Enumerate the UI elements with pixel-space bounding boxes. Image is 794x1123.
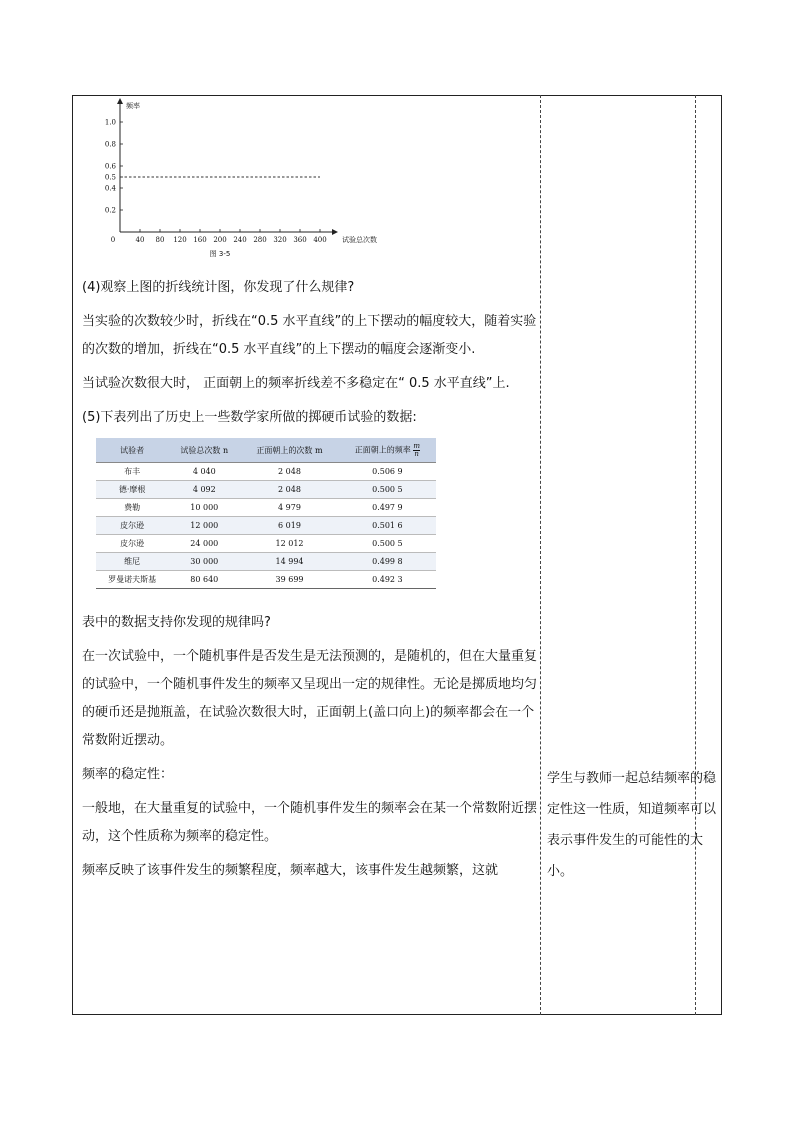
cell-total-trials: 30 000 — [168, 553, 240, 571]
column-divider — [540, 95, 541, 1015]
header-heads-frequency-label: 正面朝上的频率 — [354, 445, 411, 454]
table-bottom-border — [72, 1014, 722, 1015]
y-tick-label: 1.0 — [104, 118, 116, 127]
x-tick-label: 240 — [233, 236, 247, 244]
lesson-table — [72, 95, 722, 1015]
cell-heads-count: 14 994 — [240, 553, 339, 571]
cell-heads-frequency: 0.501 6 — [339, 517, 436, 535]
cell-heads-frequency: 0.499 8 — [339, 553, 436, 571]
x-tick-label: 120 — [173, 236, 187, 244]
cell-total-trials: 24 000 — [168, 535, 240, 553]
origin-label: 0 — [110, 236, 116, 244]
x-tick-label: 360 — [293, 236, 307, 244]
question-4: (4)观察上图的折线统计图，你发现了什么规律? — [82, 280, 355, 295]
y-tick-label: 0.6 — [104, 162, 116, 171]
cell-heads-frequency: 0.492 3 — [339, 571, 436, 589]
coin-toss-table — [96, 438, 436, 589]
cell-experimenter: 罗曼诺夫斯基 — [96, 571, 168, 589]
answer-paragraph-3: 在一次试验中，一个随机事件是否发生是无法预测的，是随机的，但在大量重复的试验中，一个随机事件发生的频率又呈现出一定的规律性。无论是掷质地均匀的硬币还是抛瓶盖，在试验次数很大时，正面朝上(盖口向上)的频率都会在一个常数附近摆动。 — [82, 649, 538, 748]
cell-heads-count: 2 048 — [240, 463, 339, 481]
cell-heads-frequency: 0.506 9 — [339, 463, 436, 481]
cell-experimenter: 皮尔逊 — [96, 517, 168, 535]
cell-heads-count: 12 012 — [240, 535, 339, 553]
figure-caption: 图 3-5 — [209, 250, 231, 258]
side-column — [547, 95, 717, 887]
answer-paragraph-2: 当试验次数很大时， 正面朝上的频率折线差不多稳定在“ 0.5 水平直线”上. — [82, 376, 510, 391]
table-row — [96, 535, 436, 553]
definition-body: 一般地，在大量重复的试验中，一个随机事件发生的频率会在某一个常数附近摆动，这个性质称为频率的稳定性。 — [82, 801, 538, 844]
x-axis-label: 试验总次数 — [342, 236, 377, 244]
table-row — [96, 553, 436, 571]
header-experimenter: 试验者 — [96, 438, 168, 463]
answer-paragraph-1: 当实验的次数较少时，折线在“0.5 水平直线”的上下摆动的幅度较大，随着实验的次数的增加，折线在“0.5 水平直线”的上下摆动的幅度会逐渐变小. — [82, 314, 537, 357]
cell-heads-count: 2 048 — [240, 481, 339, 499]
table-row — [96, 571, 436, 589]
table-row — [96, 499, 436, 517]
x-axis-arrow-icon — [332, 229, 338, 235]
main-column — [82, 95, 537, 885]
header-total-trials: 试验总次数 n — [168, 438, 240, 463]
y-axis-label: 频率 — [126, 102, 140, 110]
cell-total-trials: 4 092 — [168, 481, 240, 499]
fraction-denominator: n — [414, 449, 419, 458]
fraction-numerator: m — [413, 441, 420, 450]
x-tick-label: 40 — [135, 236, 145, 244]
y-tick-label: 0.8 — [104, 140, 116, 149]
x-tick-label: 160 — [193, 236, 207, 244]
cell-heads-count: 39 699 — [240, 571, 339, 589]
left-border — [72, 95, 73, 1015]
y-axis-arrow-icon — [117, 98, 123, 104]
table-row — [96, 517, 436, 535]
cell-heads-count: 4 979 — [240, 499, 339, 517]
y-tick-label: 0.2 — [104, 206, 116, 215]
table-row — [96, 463, 436, 481]
cell-heads-count: 6 019 — [240, 517, 339, 535]
header-heads-frequency — [339, 438, 436, 463]
cell-heads-frequency: 0.500 5 — [339, 481, 436, 499]
header-heads-count: 正面朝上的次数 m — [240, 438, 339, 463]
x-tick-label: 320 — [273, 236, 287, 244]
x-tick-label: 400 — [313, 236, 327, 244]
cell-experimenter: 皮尔逊 — [96, 535, 168, 553]
closing-paragraph: 频率反映了该事件发生的频繁程度，频率越大，该事件发生越频繁，这就 — [82, 863, 499, 878]
cell-experimenter: 费勒 — [96, 499, 168, 517]
x-tick-label: 80 — [155, 236, 165, 244]
table-row — [96, 481, 436, 499]
table-body — [96, 463, 436, 589]
x-tick-label: 280 — [253, 236, 267, 244]
fraction-m-over-n — [413, 443, 420, 458]
cell-experimenter: 布丰 — [96, 463, 168, 481]
cell-total-trials: 4 040 — [168, 463, 240, 481]
y-tick-label: 0.4 — [104, 184, 116, 193]
question-5: (5)下表列出了历史上一些数学家所做的掷硬币试验的数据: — [82, 410, 417, 425]
cell-heads-frequency: 0.497 9 — [339, 499, 436, 517]
cell-experimenter: 维尼 — [96, 553, 168, 571]
x-tick-label: 200 — [213, 236, 227, 244]
chart-svg — [82, 95, 382, 260]
cell-heads-frequency: 0.500 5 — [339, 535, 436, 553]
definition-title: 频率的稳定性： — [82, 767, 174, 782]
table-header-row — [96, 438, 436, 463]
cell-total-trials: 80 640 — [168, 571, 240, 589]
right-border — [721, 95, 722, 1015]
cell-total-trials: 10 000 — [168, 499, 240, 517]
cell-experimenter: 德·摩根 — [96, 481, 168, 499]
cell-total-trials: 12 000 — [168, 517, 240, 535]
y-tick-label: 0.5 — [104, 173, 116, 182]
frequency-chart — [82, 95, 382, 260]
question-6: 表中的数据支持你发现的规律吗? — [82, 615, 271, 630]
teacher-note: 学生与教师一起总结频率的稳定性这一性质，知道频率可以表示事件发生的可能性的大小。 — [547, 771, 717, 879]
